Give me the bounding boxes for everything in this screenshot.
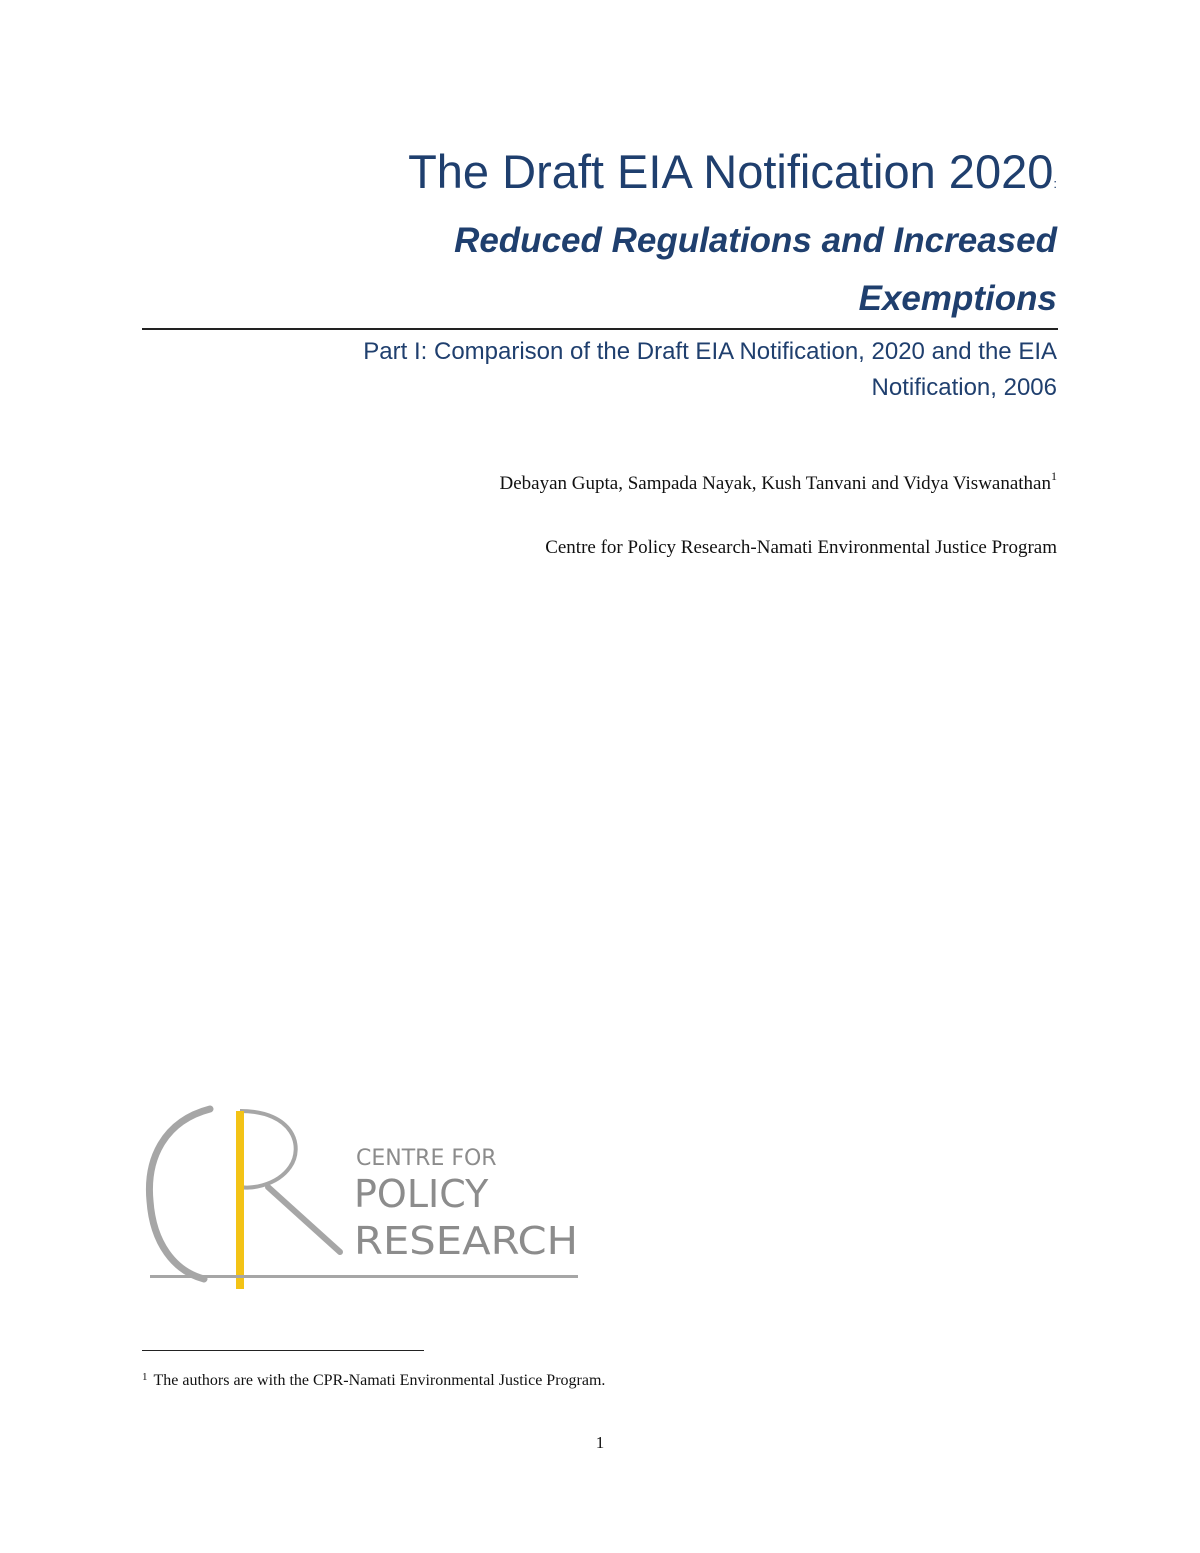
footnote-separator: [142, 1350, 424, 1351]
logo-text-policy: POLICY: [354, 1172, 489, 1216]
logo-text-research: RESEARCH: [354, 1219, 578, 1263]
logo-c-arc: [149, 1109, 210, 1279]
authors-text: Debayan Gupta, Sampada Nayak, Kush Tanvani and Vidya Viswanathan: [499, 473, 1051, 494]
authors-footnote-marker[interactable]: 1: [1051, 469, 1057, 483]
title-colon: :: [1053, 176, 1057, 191]
logo-yellow-bar: [236, 1111, 244, 1289]
footnote-marker: 1: [142, 1371, 148, 1383]
footnote-text: The authors are with the CPR-Namati Environmental Justice Program.: [153, 1372, 606, 1389]
part-heading: Part I: Comparison of the Draft EIA Notification, 2020 and the EIA Notification, 2006: [363, 338, 1057, 401]
logo-r-leg: [268, 1187, 340, 1252]
cpr-logo: [144, 1103, 584, 1293]
affiliation-line: Centre for Policy Research-Namati Environmental Justice Program: [545, 537, 1057, 558]
logo-r-bowl: [240, 1111, 296, 1188]
document-title: [408, 142, 1057, 214]
title-text: The Draft EIA Notification 2020: [408, 145, 1054, 198]
logo-text-centre-for: CENTRE FOR: [356, 1146, 497, 1171]
title-divider: [142, 328, 1058, 330]
page-number: 1: [595, 1433, 605, 1452]
footnote: [142, 1365, 605, 1393]
author-line: [500, 470, 1057, 498]
document-subtitle: Reduced Regulations and Increased Exemptions: [454, 221, 1057, 318]
logo-baseline: [150, 1275, 578, 1278]
